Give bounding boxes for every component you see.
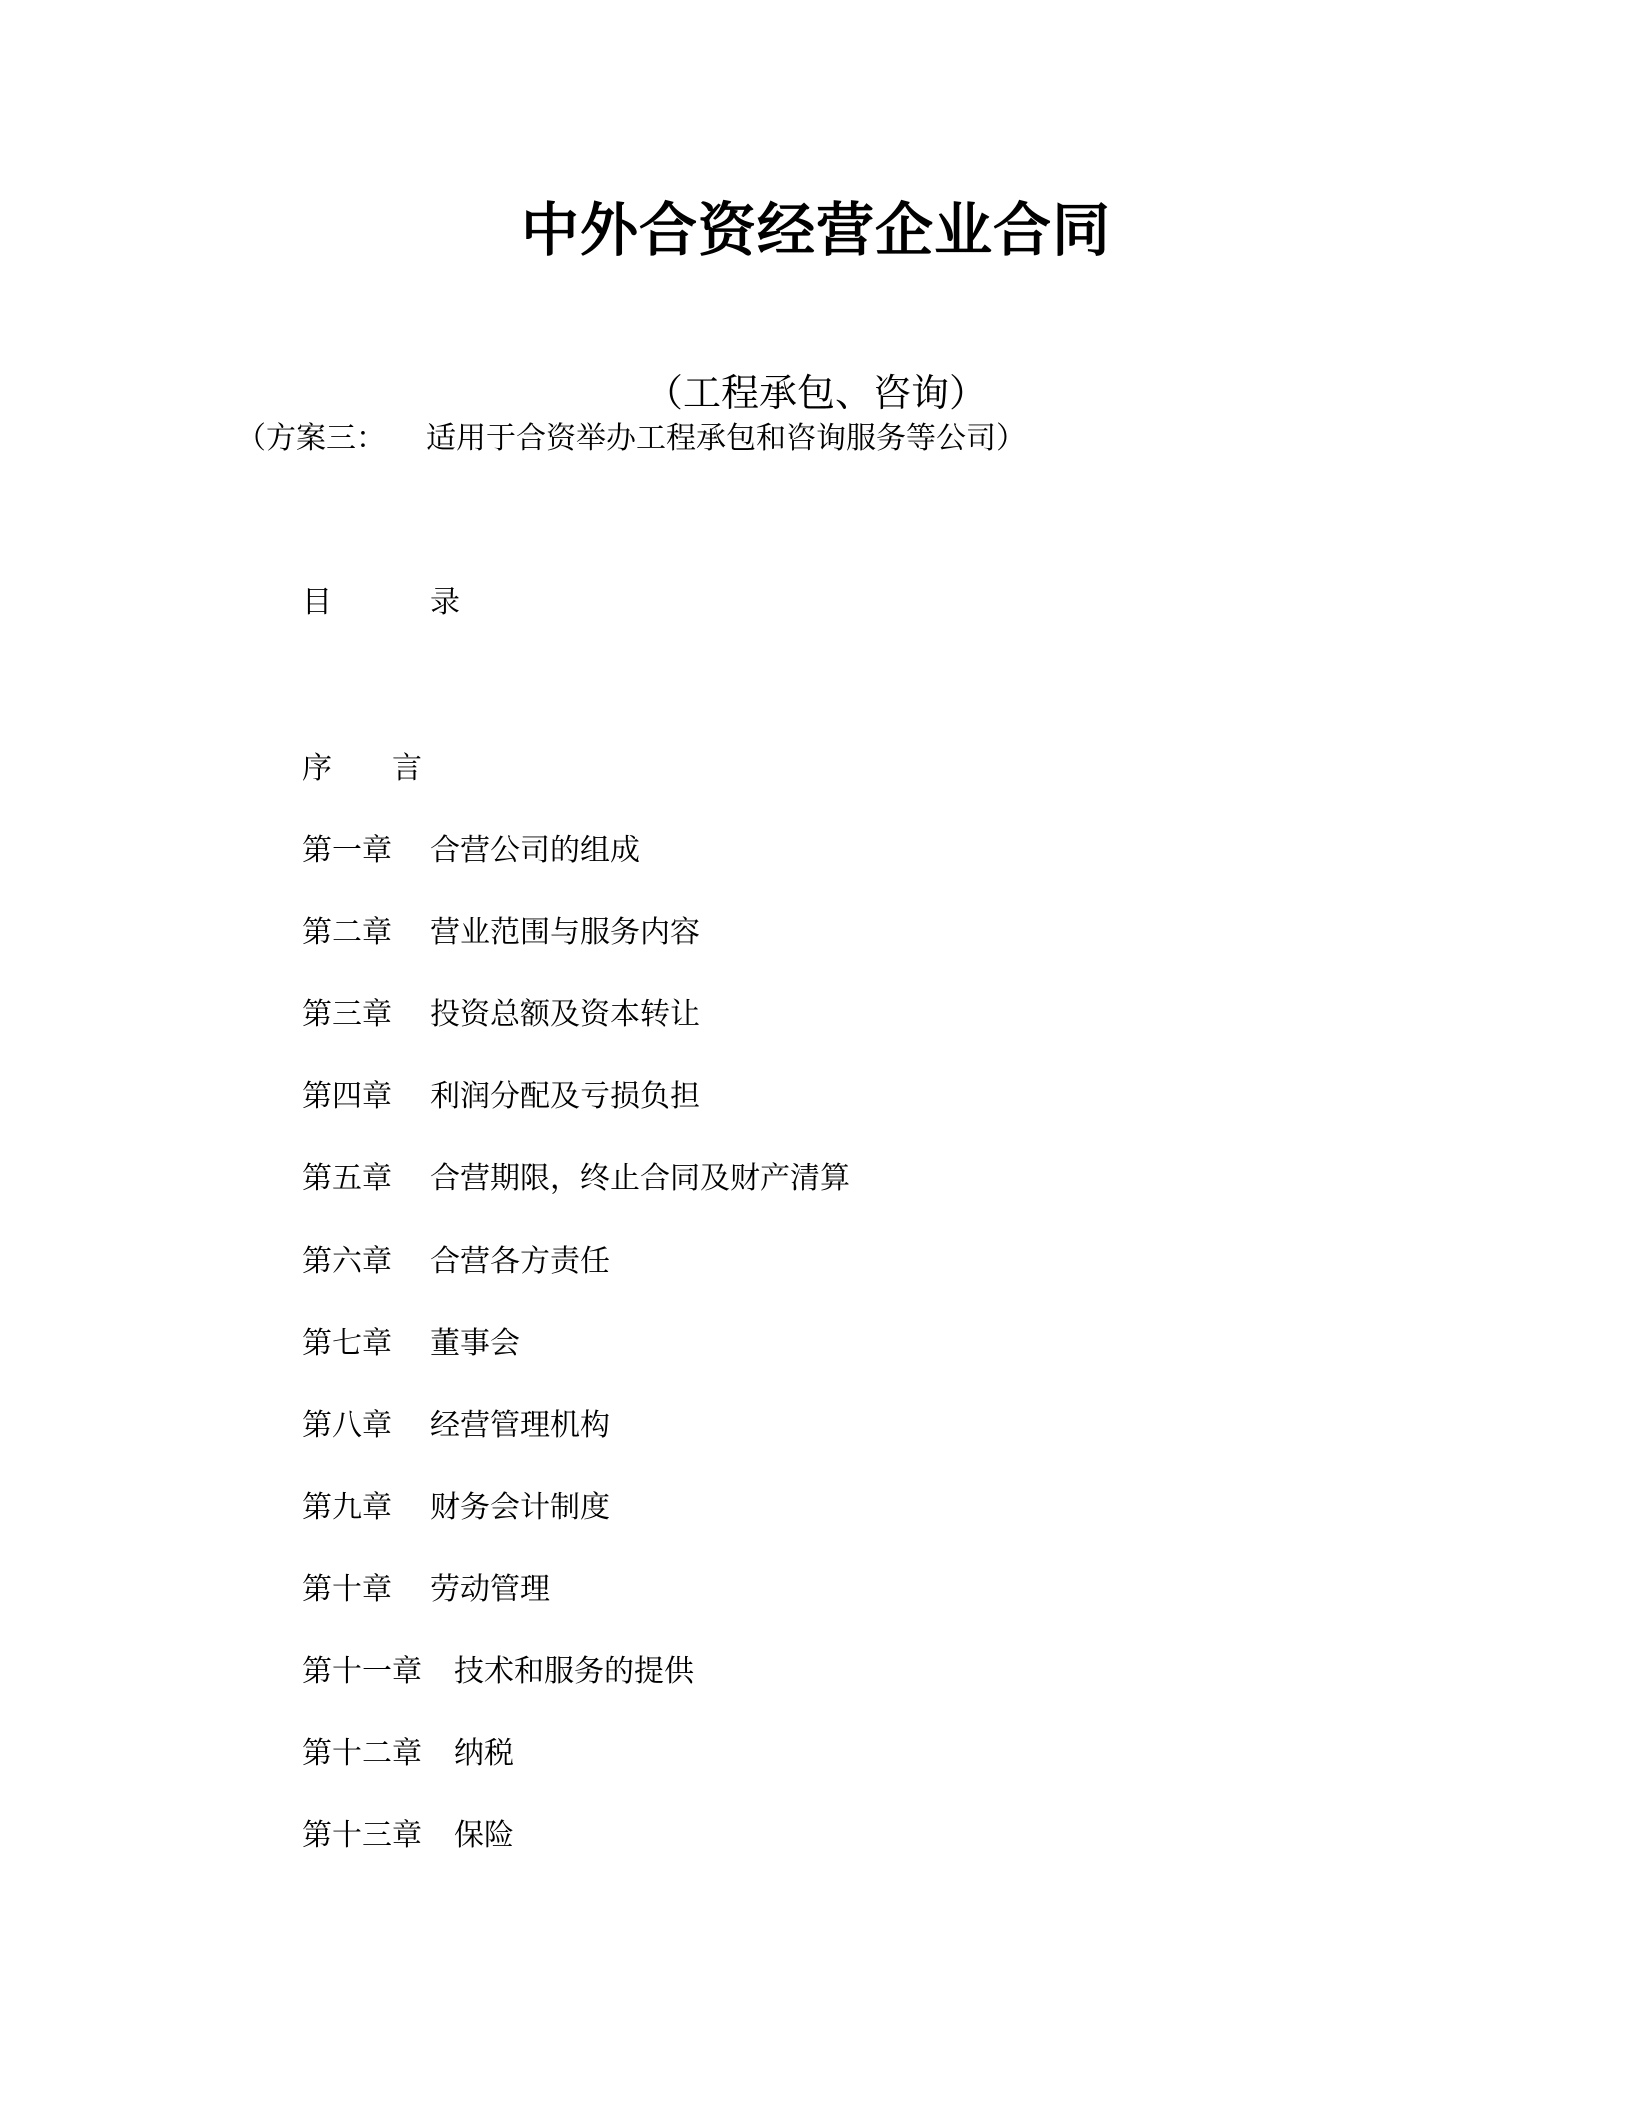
toc-heading-char-1: 目: [302, 585, 332, 620]
toc-item-chapter-2: [302, 912, 850, 994]
toc-item-title: 合营期限，终止合同及财产清算: [430, 1161, 850, 1197]
toc-item-number: 序: [302, 751, 332, 786]
toc-item-chapter-11: [302, 1651, 850, 1733]
toc-item-number: 第十章: [302, 1571, 392, 1607]
toc-item-title: 财务会计制度: [430, 1489, 610, 1525]
toc-item-title: 劳动管理: [430, 1571, 550, 1607]
toc-item-number: 第五章: [302, 1161, 392, 1197]
table-of-contents: [302, 748, 850, 1897]
toc-item-number: 第六章: [302, 1243, 392, 1279]
toc-item-chapter-1: [302, 830, 850, 912]
toc-item-chapter-8: [302, 1405, 850, 1487]
toc-item-chapter-10: [302, 1569, 850, 1651]
toc-item-number: 第一章: [302, 833, 392, 869]
toc-item-title: 纳税: [454, 1736, 514, 1772]
toc-item-chapter-7: [302, 1323, 850, 1405]
toc-item-title: 合营各方责任: [430, 1243, 610, 1279]
toc-item-number: 第九章: [302, 1489, 392, 1525]
toc-item-number: 第八章: [302, 1407, 392, 1443]
toc-item-number: 第四章: [302, 1079, 392, 1115]
toc-item-title: 董事会: [430, 1325, 520, 1361]
toc-item-number: 第十三章: [302, 1818, 422, 1854]
toc-item-title: 保险: [454, 1818, 514, 1854]
toc-item-title: 投资总额及资本转让: [430, 997, 700, 1033]
toc-item-number: 第十二章: [302, 1736, 422, 1772]
scheme-label: （方案三：: [236, 421, 386, 456]
toc-item-title: 经营管理机构: [430, 1407, 610, 1443]
toc-item-title: 合营公司的组成: [430, 833, 640, 869]
toc-heading: [302, 582, 460, 624]
toc-item-chapter-9: [302, 1487, 850, 1569]
toc-item-preface: [302, 748, 850, 830]
toc-item-number: 第二章: [302, 915, 392, 951]
toc-item-title: 营业范围与服务内容: [430, 915, 700, 951]
document-title: 中外合资经营企业合同: [520, 196, 1111, 264]
toc-item-title: 言: [392, 751, 422, 786]
toc-item-chapter-13: [302, 1815, 850, 1897]
toc-item-number: 第七章: [302, 1325, 392, 1361]
toc-item-chapter-6: [302, 1241, 850, 1323]
toc-item-title: 利润分配及亏损负担: [430, 1079, 700, 1115]
toc-item-chapter-4: [302, 1076, 850, 1158]
toc-item-number: 第十一章: [302, 1654, 422, 1690]
toc-item-chapter-3: [302, 994, 850, 1076]
toc-item-chapter-5: [302, 1158, 850, 1240]
toc-item-title: 技术和服务的提供: [454, 1654, 694, 1690]
scheme-note: [236, 418, 1026, 460]
toc-item-number: 第三章: [302, 997, 392, 1033]
toc-heading-char-2: 录: [430, 585, 460, 620]
document-subtitle: （工程承包、咨询）: [645, 371, 988, 415]
toc-item-chapter-12: [302, 1733, 850, 1815]
scheme-text: 适用于合资举办工程承包和咨询服务等公司）: [426, 421, 1026, 456]
